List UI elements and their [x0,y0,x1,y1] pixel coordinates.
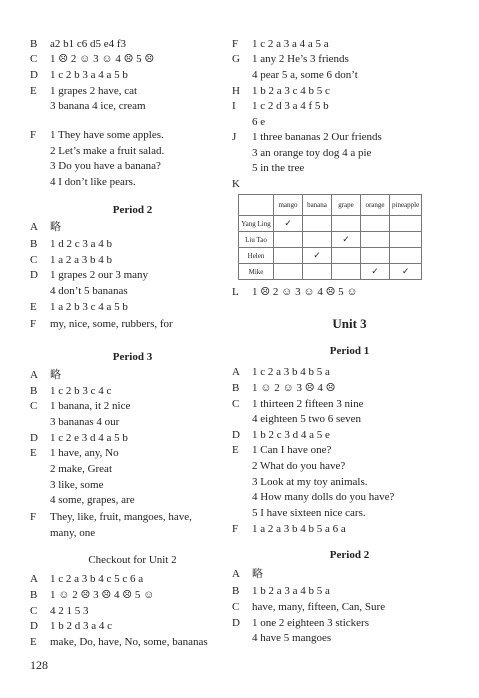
answer-text: many, one [50,527,96,539]
answer-text: 1 c 2 b 3 c 4 c [50,385,112,397]
question-label: B [30,238,38,250]
section-heading: Unit 3 [332,316,367,331]
right-answer-line [232,584,330,599]
answer-text: 1 thirteen 2 fifteen 3 nine [252,398,364,410]
left-answer-line [30,144,164,159]
left-answer-line [30,446,119,461]
answer-text: 1 c 2 a 3 a 4 a 5 a [252,38,329,50]
left-answer-line [30,368,61,383]
left-answer-line [30,588,154,603]
question-label: A [30,573,38,585]
answer-text: 1 c 2 a 3 b 4 c 5 c 6 a [50,573,144,585]
question-label: C [232,398,240,410]
answer-text: 1 any 2 He’s 3 friends [252,53,349,65]
right-answer-line [232,365,330,380]
right-answer-line [232,381,335,396]
answer-text: make, Do, have, No, some, bananas [50,636,208,648]
right-answer-line [232,115,265,130]
table-cell: ✓ [390,264,422,280]
question-label: H [232,85,240,97]
question-label: A [30,369,38,381]
table-row [239,232,422,248]
answer-text: 1 one 2 eighteen 3 stickers [252,617,369,629]
right-answer-line [232,285,358,300]
table-row-name: Liu Tao [239,232,274,248]
table-cell [390,248,422,264]
left-answer-line [30,619,112,634]
answer-text: 1 c 2 b 3 a 4 a 5 b [50,69,128,81]
table-cell [303,264,332,280]
left-answer-line [30,268,148,283]
question-label: A [30,221,38,233]
question-label: E [30,636,37,648]
question-label: B [30,385,38,397]
left-answer-line [30,253,112,268]
answer-text: 4 have 5 mangoes [252,632,332,644]
answer-text: 1 banana, it 2 nice [50,400,131,412]
left-answer-line [30,384,111,399]
answer-text: 1 have, any, No [50,447,119,459]
answer-text: 1 They have some apples. [50,129,164,141]
answer-text: 1 grapes 2 our 3 many [50,269,149,281]
right-answer-line [232,490,394,505]
table-row-name: Mike [239,264,274,280]
left-answer-line [30,431,128,446]
answer-text: 1 Can I have one? [252,444,332,456]
left-answer-line [30,175,136,190]
answer-text: 4 How many dolls do you have? [252,491,395,503]
left-answer-line [30,300,128,315]
question-label: F [30,129,37,141]
table-column-header: pineapple [390,195,422,216]
answer-text: 1 a 2 b 3 c 4 a 5 b [50,301,128,313]
right-answer-line [232,161,304,176]
page-number: 128 [30,658,48,672]
answer-text: 1 ☺ 2 ☺ 3 ☹ 4 ☹ [252,382,336,394]
right-answer-line [232,428,330,443]
right-answer-line [232,459,345,474]
question-label: K [232,178,240,190]
right-answer-line [232,522,346,537]
section-heading: Period 1 [329,345,370,357]
section-heading: Period 3 [112,351,153,363]
answer-text: 1 b 2 a 3 a 4 b 5 a [252,585,330,597]
table-cell [332,248,361,264]
answer-text: 4 2 1 5 3 [50,605,89,617]
right-answer-line [232,146,371,161]
table-cell [332,264,361,280]
question-label: D [232,617,240,629]
right-answer-line [232,443,331,458]
answer-text: 3 like, some [50,479,104,491]
answer-text: 3 Do you have a banana? [50,160,161,172]
answer-text: 5 I have sixteen nice cars. [252,507,366,519]
question-label: E [30,301,37,313]
answer-text: 3 bananas 4 our [50,416,120,428]
table-row [239,264,422,280]
table-cell: ✓ [274,216,303,232]
left-answer-line [30,462,112,477]
table-cell [361,248,390,264]
left-answer-line [30,220,61,235]
answer-text: 1 c 2 a 3 b 4 b 5 a [252,366,330,378]
right-answer-line [232,177,252,192]
answer-text: 5 in the tree [252,162,305,174]
left-answer-line [30,159,161,174]
table-column-header: mango [274,195,303,216]
question-label: D [30,620,38,632]
right-answer-line [232,68,358,83]
answer-text: 3 Look at my toy animals. [252,476,368,488]
right-answer-line [232,37,329,52]
right-answer-line [232,412,361,427]
answer-text: 1 a 2 a 3 b 4 b 5 a 6 a [252,523,346,535]
table-column-header: grape [332,195,361,216]
question-label: E [232,444,239,456]
left-answer-line [30,84,137,99]
table-cell [303,216,332,232]
left-answer-line [30,284,128,299]
right-answer-line [232,616,369,631]
table-cell: ✓ [361,264,390,280]
question-label: D [30,432,38,444]
left-answer-line [30,415,119,430]
left-answer-line [30,237,112,252]
left-answer-line [30,317,173,332]
question-label: G [232,53,240,65]
fruit-preference-table [238,194,422,280]
right-answer-line [232,506,366,521]
table-row [239,216,422,232]
question-label: C [30,53,38,65]
table-column-header: orange [361,195,390,216]
answer-text: 1 a 2 a 3 b 4 b [50,254,113,266]
question-label: B [30,38,38,50]
question-label: A [232,366,240,378]
answer-text: 2 Let’s make a fruit salad. [50,145,165,157]
answer-text: 1 three bananas 2 Our friends [252,131,382,143]
question-label: C [232,601,240,613]
right-answer-line [232,600,385,615]
left-answer-line [30,478,103,493]
question-label: C [30,605,38,617]
answer-text: 1 b 2 d 3 a 4 c [50,620,113,632]
answer-text: 4 I don’t like pears. [50,176,136,188]
question-label: F [232,523,239,535]
answer-text: 略 [50,369,61,381]
answer-text: 1 b 2 a 3 c 4 b 5 c [252,85,330,97]
right-answer-line [232,397,364,412]
table-column-header: banana [303,195,332,216]
answer-text: 3 banana 4 ice, cream [50,100,146,112]
question-label: B [30,589,38,601]
question-label: I [232,100,236,112]
answer-text: 1 ☺ 2 ☹ 3 ☹ 4 ☹ 5 ☺ [50,589,155,601]
left-answer-line [30,572,143,587]
answer-text: a2 b1 c6 d5 e4 f3 [50,38,127,50]
question-label: E [30,447,37,459]
question-label: F [232,38,239,50]
answer-text: 略 [50,221,61,233]
table-cell: ✓ [303,248,332,264]
left-answer-line [30,510,192,525]
right-answer-line [232,52,349,67]
left-answer-line [30,37,126,52]
left-answer-line [30,635,208,650]
question-label: J [232,131,237,143]
answer-text: 2 What do you have? [252,460,346,472]
table-cell: ✓ [332,232,361,248]
question-label: F [30,318,37,330]
left-answer-line [30,604,89,619]
section-heading: Period 2 [112,204,153,216]
question-label: C [30,254,38,266]
answer-text: 6 e [252,116,266,128]
question-label: B [232,585,240,597]
left-answer-line [30,128,164,143]
answer-text: 4 don’t 5 bananas [50,285,128,297]
table-cell [390,232,422,248]
left-answer-line [30,99,146,114]
table-cell [303,232,332,248]
left-answer-line [30,493,135,508]
right-answer-line [232,631,331,646]
table-corner [239,195,274,216]
answer-text: 1 b 2 c 3 d 4 a 5 e [252,429,330,441]
right-answer-line [232,84,330,99]
left-answer-line [30,68,128,83]
section-heading: Period 2 [329,549,370,561]
answer-text: 1 d 2 c 3 a 4 b [50,238,113,250]
answer-text: 2 make, Great [50,463,112,475]
section-heading: Checkout for Unit 2 [88,554,177,566]
answer-text: 1 ☹ 2 ☺ 3 ☺ 4 ☹ 5 ☺ [252,286,358,298]
question-label: B [232,382,240,394]
answer-text: 1 c 2 d 3 a 4 f 5 b [252,100,329,112]
question-label: D [232,429,240,441]
answer-text: 4 eighteen 5 two 6 seven [252,413,362,425]
table-row [239,248,422,264]
table-cell [361,216,390,232]
table-cell [390,216,422,232]
answer-text: 4 some, grapes, are [50,494,135,506]
question-label: L [232,286,239,298]
right-answer-line [232,567,263,582]
answer-text: my, nice, some, rubbers, for [50,318,173,330]
right-answer-line [232,130,382,145]
table-row-name: Yang Ling [239,216,274,232]
table-cell [274,232,303,248]
question-label: A [232,568,240,580]
question-label: F [30,511,37,523]
question-label: E [30,85,37,97]
question-label: C [30,400,38,412]
answer-text: They, like, fruit, mangoes, have, [50,511,192,523]
answer-text: 1 grapes 2 have, cat [50,85,138,97]
answer-text: 略 [252,568,263,580]
question-label: D [30,69,38,81]
right-answer-line [232,475,367,490]
answer-text: 3 an orange toy dog 4 a pie [252,147,372,159]
left-answer-line [30,526,95,541]
left-answer-line [30,399,130,414]
question-label: D [30,269,38,281]
table-cell [361,232,390,248]
answer-text: have, many, fifteen, Can, Sure [252,601,386,613]
table-cell [332,216,361,232]
answer-text: 1 ☹ 2 ☺ 3 ☺ 4 ☹ 5 ☹ [50,53,155,65]
table-cell [274,248,303,264]
answer-text: 1 c 2 e 3 d 4 a 5 b [50,432,128,444]
answer-text: 4 pear 5 a, some 6 don’t [252,69,358,81]
right-answer-line [232,99,329,114]
left-answer-line [30,52,154,67]
table-cell [274,264,303,280]
table-row-name: Helen [239,248,274,264]
